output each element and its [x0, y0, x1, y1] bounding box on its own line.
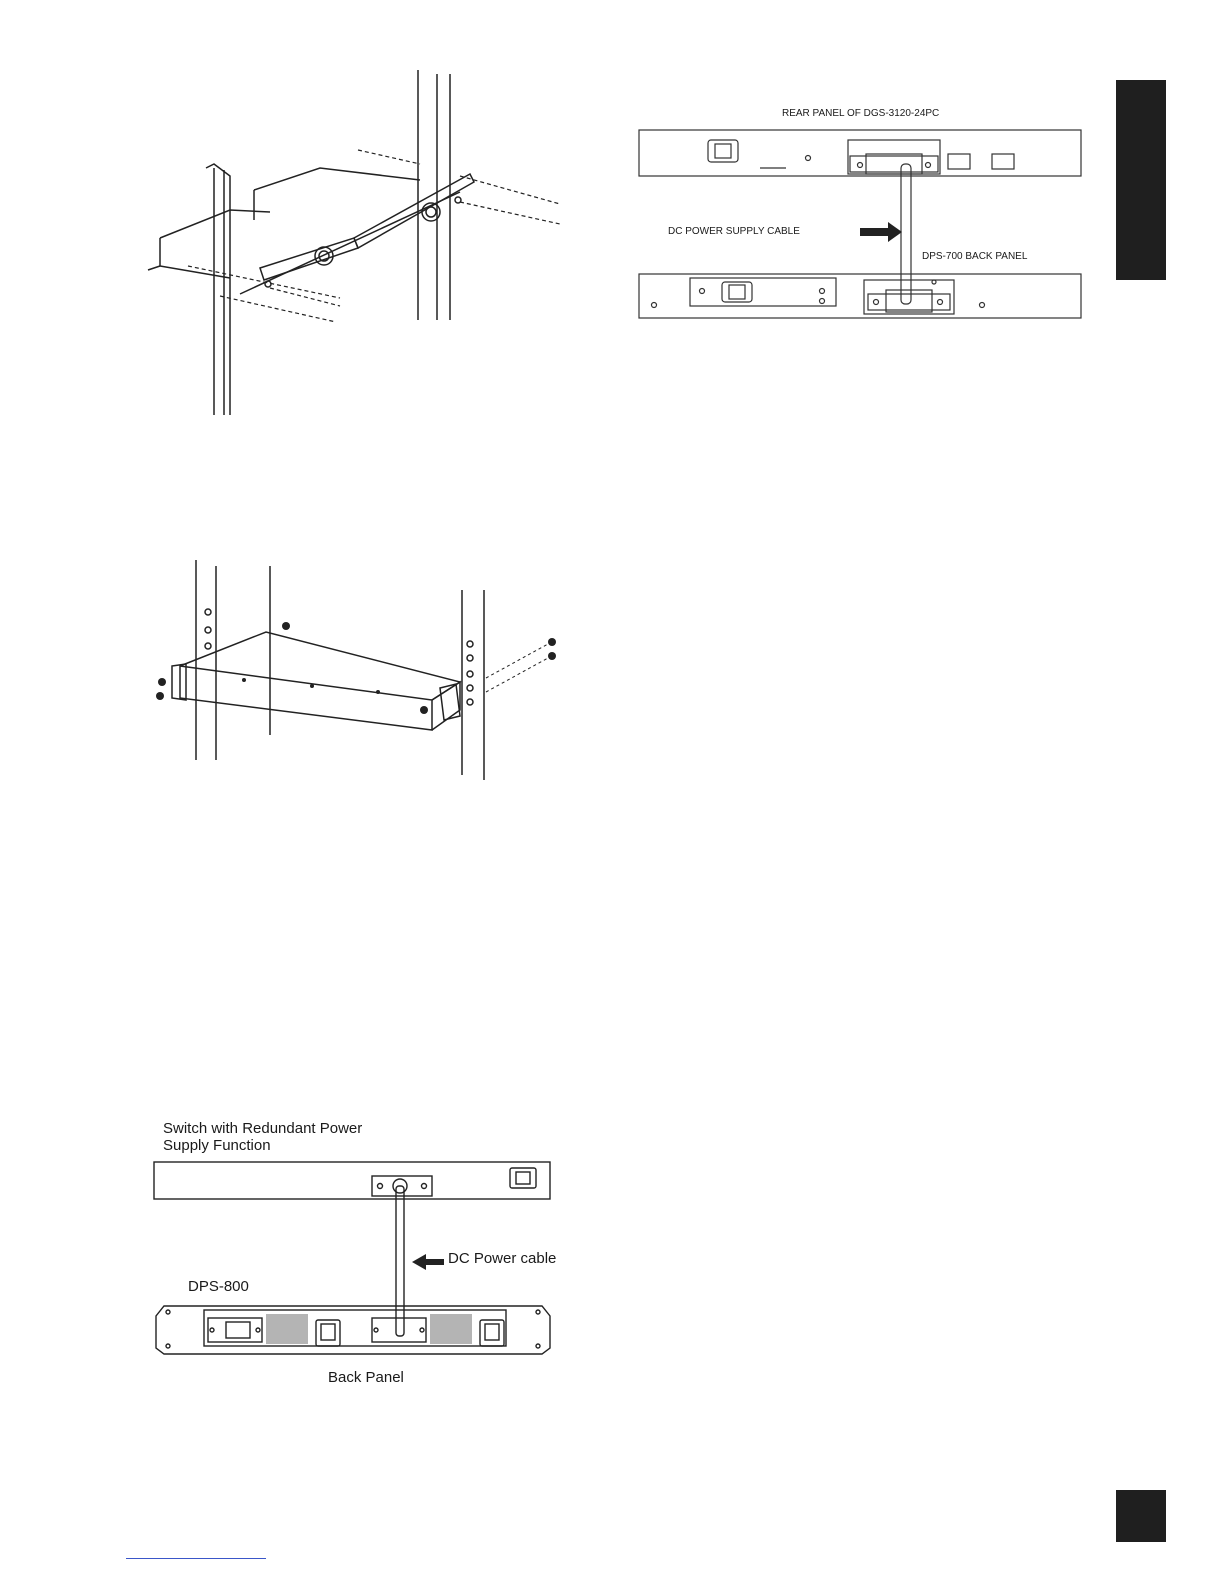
- section-tab: [1116, 80, 1166, 280]
- rack-install-illustration: [150, 560, 570, 780]
- dc-power-supply-cable-label: DC POWER SUPPLY CABLE: [668, 226, 800, 237]
- rack-bracket-illustration: [140, 70, 580, 420]
- switch-label-line1: Switch with Redundant Power: [163, 1120, 363, 1137]
- page-number-tab: [1116, 1490, 1166, 1542]
- dc-power-cable-label: DC Power cable: [448, 1250, 557, 1267]
- dps-800-label: DPS-800: [188, 1278, 249, 1295]
- footer-link-underline: [126, 1558, 266, 1559]
- dps-700-back-panel-label: DPS-700 BACK PANEL: [922, 251, 1028, 262]
- rear-panel-title: REAR PANEL OF DGS-3120-24PC: [782, 108, 940, 119]
- back-panel-label: Back Panel: [328, 1369, 404, 1386]
- switch-label-line2: Supply Function: [163, 1137, 271, 1154]
